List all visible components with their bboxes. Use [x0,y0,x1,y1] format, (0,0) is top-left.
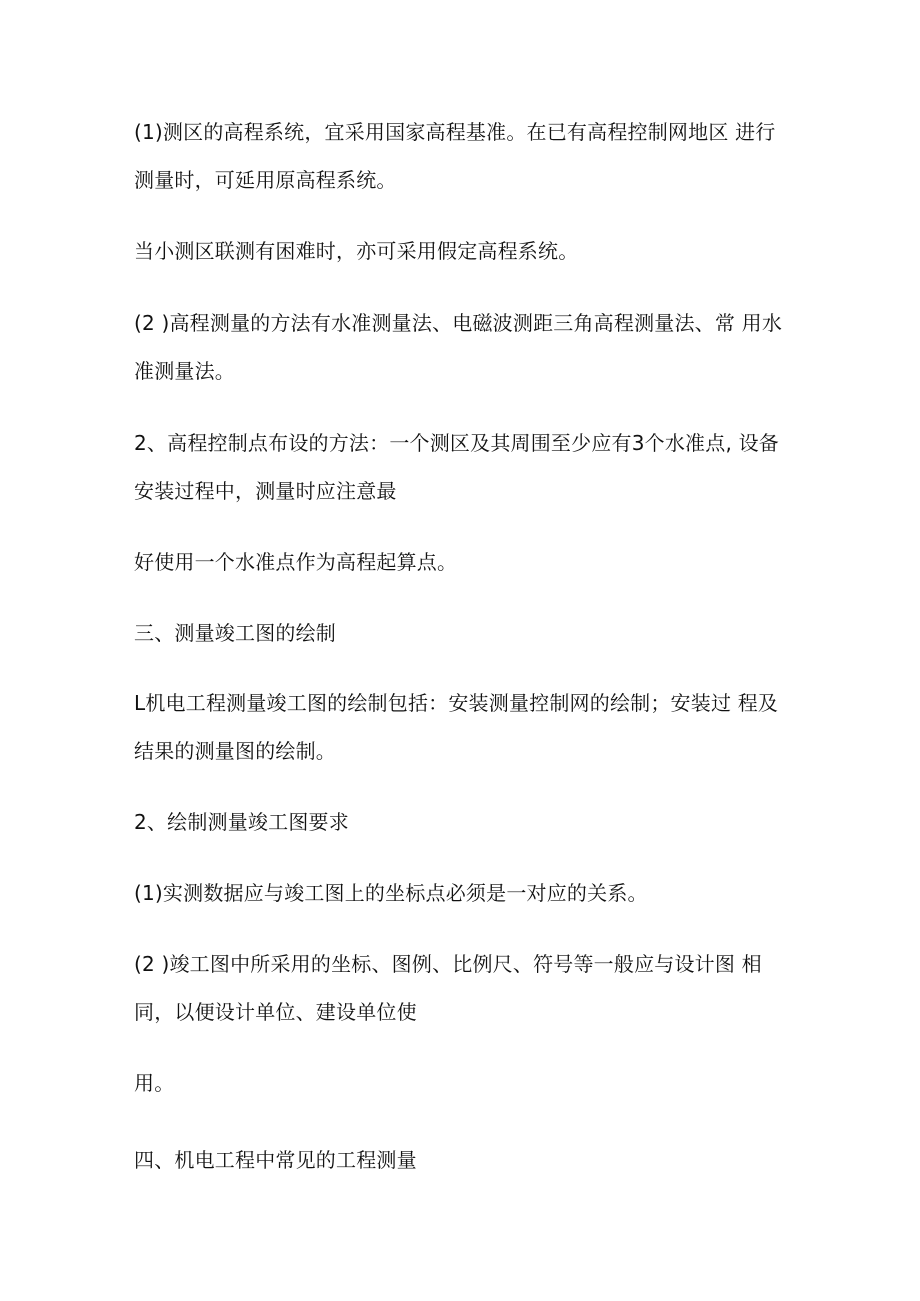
text-line: 2、高程控制点布设的方法：一个测区及其周围至少应有3个水准点, 设备 [134,431,779,455]
text-line: 安装过程中，测量时应注意最 [134,479,397,503]
text-line: (2 )高程测量的方法有水准测量法、电磁波测距三角高程测量法、常 用水 [134,311,783,335]
text-line: 同，以便设计单位、建设单位使 [134,1000,417,1024]
text-line: (1)实测数据应与竣工图上的坐标点必须是一对应的关系。 [134,881,648,905]
text-line: 好使用一个水准点作为高程起算点。 [134,550,458,574]
section-heading: 四、机电工程中常见的工程测量 [134,1148,417,1172]
text-line: 当小测区联测有困难时，亦可采用假定高程系统。 [134,239,579,263]
text-line: L机电工程测量竣工图的绘制包括：安装测量控制网的绘制；安装过 程及 [134,691,779,715]
text-line: (1)测区的高程系统，宜采用国家高程基准。在已有高程控制网地区 进行 [134,120,776,144]
section-heading: 三、测量竣工图的绘制 [134,621,336,645]
text-line: (2 )竣工图中所采用的坐标、图例、比例尺、符号等一般应与设计图 相 [134,952,762,976]
text-line: 准测量法。 [134,359,235,383]
text-line: 用。 [134,1071,175,1095]
text-line: 测量时，可延用原高程系统。 [134,168,397,192]
text-line: 结果的测量图的绘制。 [134,739,336,763]
text-line: 2、绘制测量竣工图要求 [134,810,349,834]
